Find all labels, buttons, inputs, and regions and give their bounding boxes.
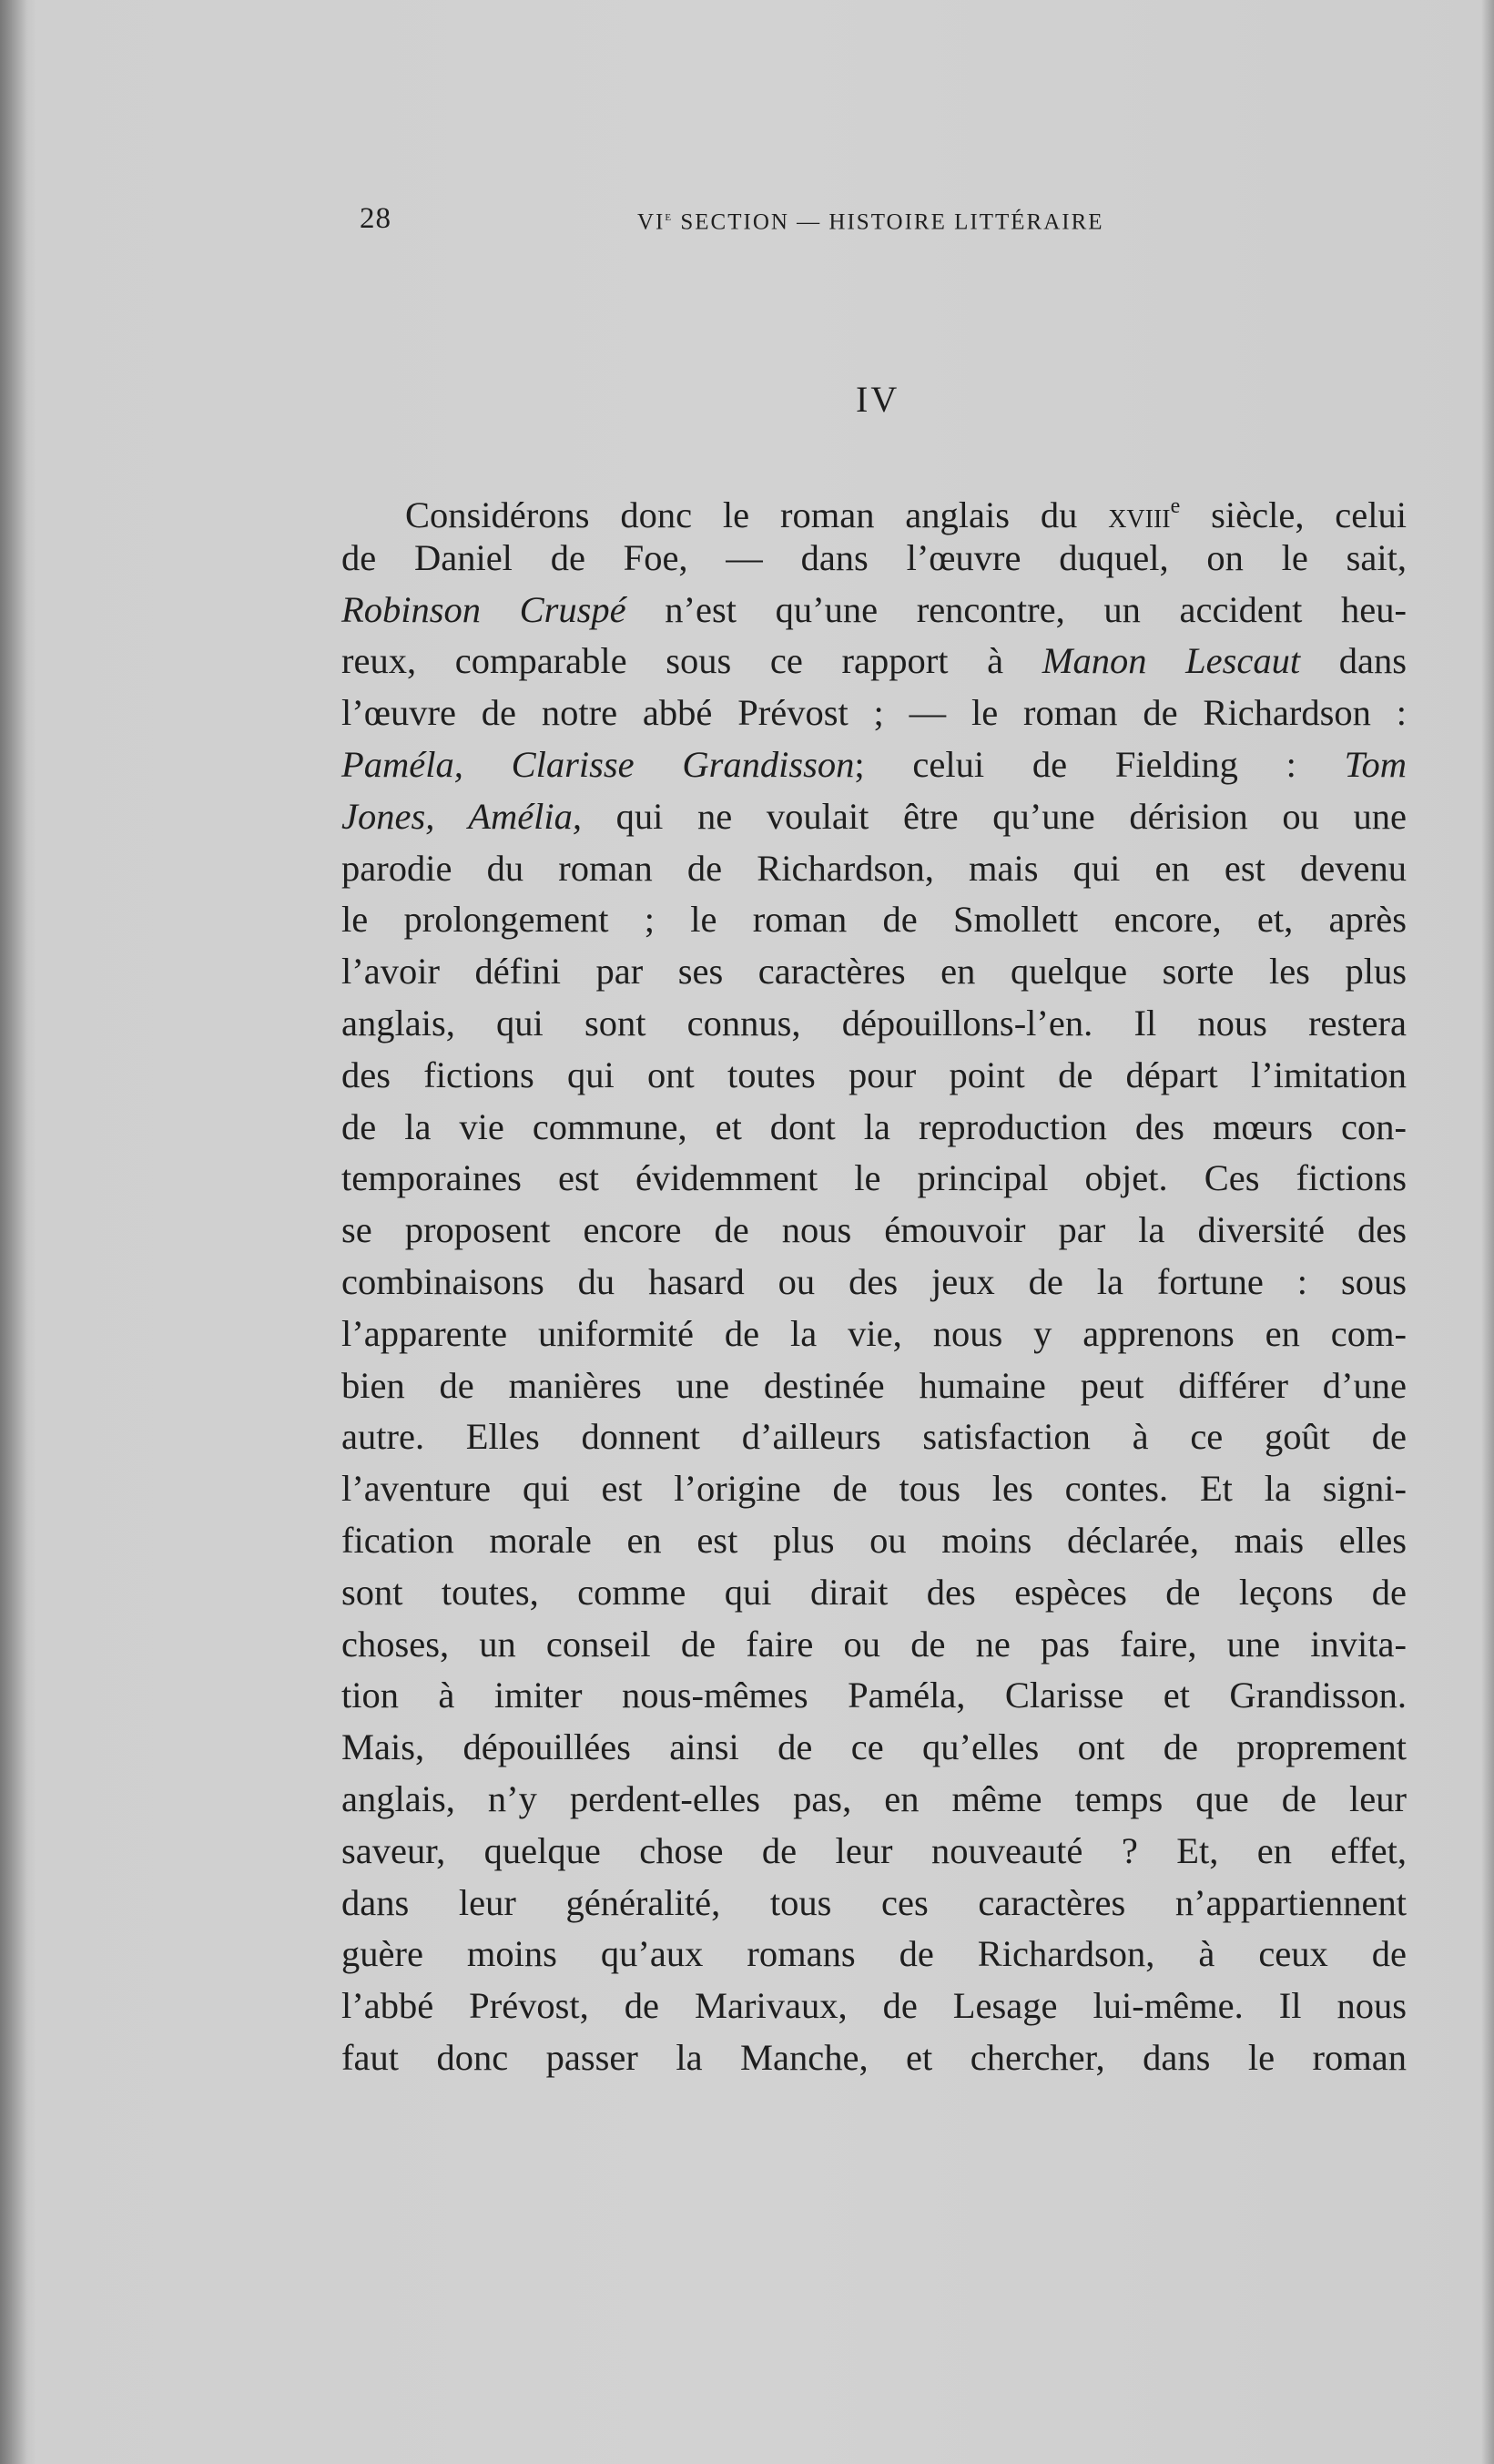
text-line <box>341 1722 1407 1774</box>
text-line <box>341 687 1407 739</box>
text-run: parodie du roman de Richardson, mais qui en est devenu <box>341 847 1407 889</box>
italic-title: Manon Lescaut <box>1042 640 1301 682</box>
text-line <box>341 1826 1407 1878</box>
text-run: n’est qu’une rencontre, un accident heu- <box>625 588 1407 630</box>
text-run: l’œuvre de notre abbé Prévost ; — le roman de Richardson : <box>341 692 1407 734</box>
page-header <box>360 202 1179 248</box>
text-run: reux, comparable sous ce rapport à <box>341 640 1042 682</box>
text-line <box>341 1774 1407 1826</box>
text-run: l’aventure qui est l’origine de tous les contes. Et la signi- <box>341 1468 1407 1510</box>
text-run: dans <box>1300 640 1407 682</box>
text-run: l’abbé Prévost, de Marivaux, de Lesage lui-même. Il nous <box>341 1985 1407 2027</box>
text-run: siècle, celui <box>1180 494 1407 535</box>
text-line <box>341 998 1407 1050</box>
text-run: Considérons donc le roman anglais du <box>405 494 1109 535</box>
text-line <box>341 636 1407 687</box>
text-line <box>341 1619 1407 1671</box>
text-line <box>341 843 1407 895</box>
text-run: ; celui de Fielding : <box>854 743 1345 785</box>
body-text <box>341 481 1407 2084</box>
text-run: saveur, quelque chose de leur nouveauté ? Et, en effet, <box>341 1829 1407 1871</box>
text-run: xviii <box>1108 494 1171 535</box>
text-run: autre. Elles donnent d’ailleurs satisfaction à ce goût de <box>341 1416 1407 1458</box>
text-line <box>341 791 1407 843</box>
text-line <box>341 1050 1407 1102</box>
text-line <box>341 1980 1407 2032</box>
text-run: Mais, dépouillées ainsi de ce qu’elles ont de proprement <box>341 1726 1407 1768</box>
text-run: fication morale en est plus ou moins déclarée, mais elles <box>341 1519 1407 1561</box>
running-head-text: SECTION — HISTOIRE LITTÉRAIRE <box>673 209 1104 235</box>
text-run: faut donc passer la Manche, et chercher, dans le roman <box>341 2036 1407 2078</box>
text-run: anglais, qui sont connus, dépouillons-l’en. Il nous restera <box>341 1002 1407 1044</box>
text-run: se proposent encore de nous émouvoir par la diversité des <box>341 1209 1407 1251</box>
page-number: 28 <box>360 202 391 235</box>
text-run: l’avoir défini par ses caractères en quelque sorte les plus <box>341 951 1407 993</box>
chapter-numeral: IV <box>856 379 900 420</box>
text-line <box>341 585 1407 636</box>
text-line <box>341 1411 1407 1463</box>
text-run: choses, un conseil de faire ou de ne pas faire, une invita- <box>341 1623 1407 1665</box>
text-run: anglais, n’y perdent-elles pas, en même temps que de leur <box>341 1777 1407 1819</box>
text-line <box>341 1567 1407 1619</box>
running-head-roman: VI <box>637 209 666 235</box>
text-run: guère moins qu’aux romans de Richardson, à ceux de <box>341 1933 1407 1975</box>
text-line <box>341 1670 1407 1722</box>
text-line <box>341 1463 1407 1515</box>
text-line <box>341 1308 1407 1360</box>
text-line <box>341 1205 1407 1257</box>
text-line <box>341 533 1407 585</box>
text-run: combinaisons du hasard ou des jeux de la fortune : sous <box>341 1260 1407 1302</box>
text-line <box>341 1878 1407 1929</box>
text-run: qui ne voulait être qu’une dérision ou une <box>582 795 1407 837</box>
text-run: tion à imiter nous-mêmes Paméla, Clarisse et Grandisson. <box>341 1675 1407 1716</box>
text-line <box>341 1102 1407 1154</box>
text-line <box>341 946 1407 998</box>
page-gutter-shadow <box>0 0 27 2464</box>
text-run: des fictions qui ont toutes pour point de départ l’imitation <box>341 1054 1407 1095</box>
text-run: de Daniel de Foe, — dans l’œuvre duquel, on le sait, <box>341 536 1407 578</box>
text-run: le prolongement ; le roman de Smollett encore, et, après <box>341 899 1407 941</box>
text-run: dans leur généralité, tous ces caractères n’appartiennent <box>341 1881 1407 1923</box>
text-line <box>341 1929 1407 1980</box>
text-line <box>341 1515 1407 1567</box>
italic-title: Tom <box>1344 743 1407 785</box>
text-line <box>341 1257 1407 1308</box>
text-line <box>341 739 1407 791</box>
text-line <box>341 1360 1407 1412</box>
text-run: bien de manières une destinée humaine peut différer d’une <box>341 1364 1407 1406</box>
italic-title: Jones, Amélia, <box>341 795 583 837</box>
text-run: l’apparente uniformité de la vie, nous y apprenons en com- <box>341 1312 1407 1354</box>
page-edge-shadow <box>1481 0 1494 2464</box>
italic-title: Robinson Cruspé <box>341 588 626 630</box>
text-line <box>341 1153 1407 1205</box>
text-line <box>341 894 1407 946</box>
running-head <box>637 209 1104 235</box>
text-line <box>341 2032 1407 2084</box>
text-run: de la vie commune, et dont la reproduction des mœurs con- <box>341 1105 1407 1147</box>
running-head-sup: e <box>665 209 674 224</box>
italic-title: Paméla, Clarisse Grandisson <box>341 743 855 785</box>
text-run: sont toutes, comme qui dirait des espèces de leçons de <box>341 1571 1407 1613</box>
text-line <box>341 481 1407 533</box>
text-run: temporaines est évidemment le principal objet. Ces fictions <box>341 1157 1407 1199</box>
text-run: e <box>1170 494 1181 518</box>
